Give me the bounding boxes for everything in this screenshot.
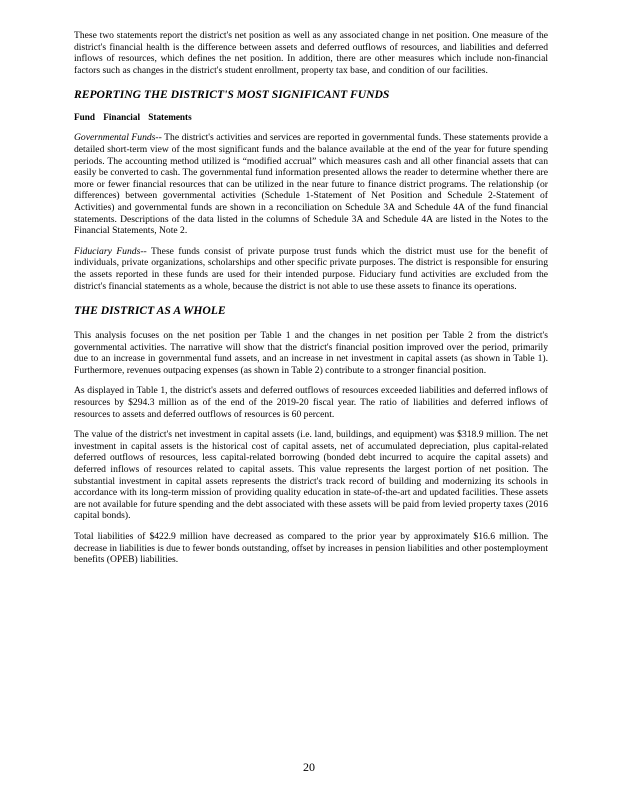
document-page — [74, 30, 548, 566]
fiduciary-funds-lead: Fiduciary Funds — [74, 245, 141, 257]
liabilities-paragraph: Total liabilities of $422.9 million have decreased as compared to the prior year by approximately $16.6 million. The decrease in liabilities is due to fewer bonds outstanding, offset by increases in pension liabilities and other postemployment benefits (OPEB) liabilities. — [74, 531, 548, 566]
table1-summary-paragraph: As displayed in Table 1, the district's assets and deferred outflows of resources exceeded liabilities and deferred inflows of resources by $294.3 million as of the end of the 2019-20 fiscal year. The ratio of liabilities and deferred inflows of resources to assets and deferred outflows of resources is 60 percent. — [74, 385, 548, 420]
intro-paragraph: These two statements report the district's net position as well as any associated change in net position. One measure of the district's financial health is the difference between assets and deferred outflows of resources, and liabilities and deferred inflows of resources, which defines the net position. In addition, there are other measures which include non-financial factors such as changes in the district's student enrollment, property tax base, and condition of our facilities. — [74, 30, 548, 76]
fiduciary-funds-paragraph — [74, 246, 548, 292]
section-heading-district-as-whole: THE DISTRICT AS A WHOLE — [74, 304, 226, 318]
page-number: 20 — [303, 760, 315, 774]
capital-assets-paragraph: The value of the district's net investment in capital assets (i.e. land, buildings, and equipment) was $318.9 million. The net investment in capital assets is the historical cost of capital assets, net of accumulated depreciation, plus capital-related deferred outflows of resources, less capital-related borrowing (bonded debt incurred to acquire the capital assets) and deferred inflows of resources related to capital assets. This value represents the largest portion of net position. The substantial investment in capital assets represents the district's track record of building and modernizing its schools in accordance with its long-term mission of providing quality education in state-of-the-art and updated facilities. These assets are not available for future spending and the debt associated with these assets will be paid from levied property taxes (2016 capital bonds). — [74, 429, 548, 522]
fiduciary-funds-text: -- These funds consist of private purpose trust funds which the district must use for the benefit of individuals, private organizations, scholarships and other specific private purposes. The district is responsible for ensuring the assets reported in these funds are used for their intended purpose. Fiduciary fund activities are excluded from the district's financial statements as a whole, because the district is not able to use these assets to finance its operations. — [74, 245, 548, 292]
governmental-funds-lead: Governmental Funds — [74, 132, 156, 144]
analysis-paragraph: This analysis focuses on the net position per Table 1 and the changes in net position per Table 2 from the district's governmental activities. The narrative will show that the district's financial position improved over the period, primarily due to an increase in governmental fund assets, and an increase in net investment in capital assets (as shown in Table 1). Furthermore, revenues outpacing expenses (as shown in Table 2) contribute to a stronger financial position. — [74, 330, 548, 376]
subheading-fund-financial-statements: Fund Financial Statements — [74, 112, 192, 123]
governmental-funds-paragraph — [74, 132, 548, 236]
governmental-funds-text: -- The district's activities and services are reported in governmental funds. These statements provide a detailed short-term view of the most significant funds and the balance available at the end of the year for future spending periods. The accounting method utilized is “modified accrual” which measures cash and all other financial assets that can easily be converted to cash. The governmental fund information presented allows the reader to determine whether there are more or fewer financial resources that can be utilized in the near future to finance district programs. The relationship (or differences) between governmental activities (Schedule 1-Statement of Net Position and Schedule 2-Statement of Activities) and governmental funds are shown in a reconciliation on Schedule 3A and Schedule 4A of the fund financial statements. Descriptions of the data listed in the columns of Schedule 3A and Schedule 4A are listed in the Notes to the Financial Statements, Note 2. — [74, 132, 548, 237]
section-heading-significant-funds: REPORTING THE DISTRICT'S MOST SIGNIFICANT FUNDS — [74, 88, 390, 102]
